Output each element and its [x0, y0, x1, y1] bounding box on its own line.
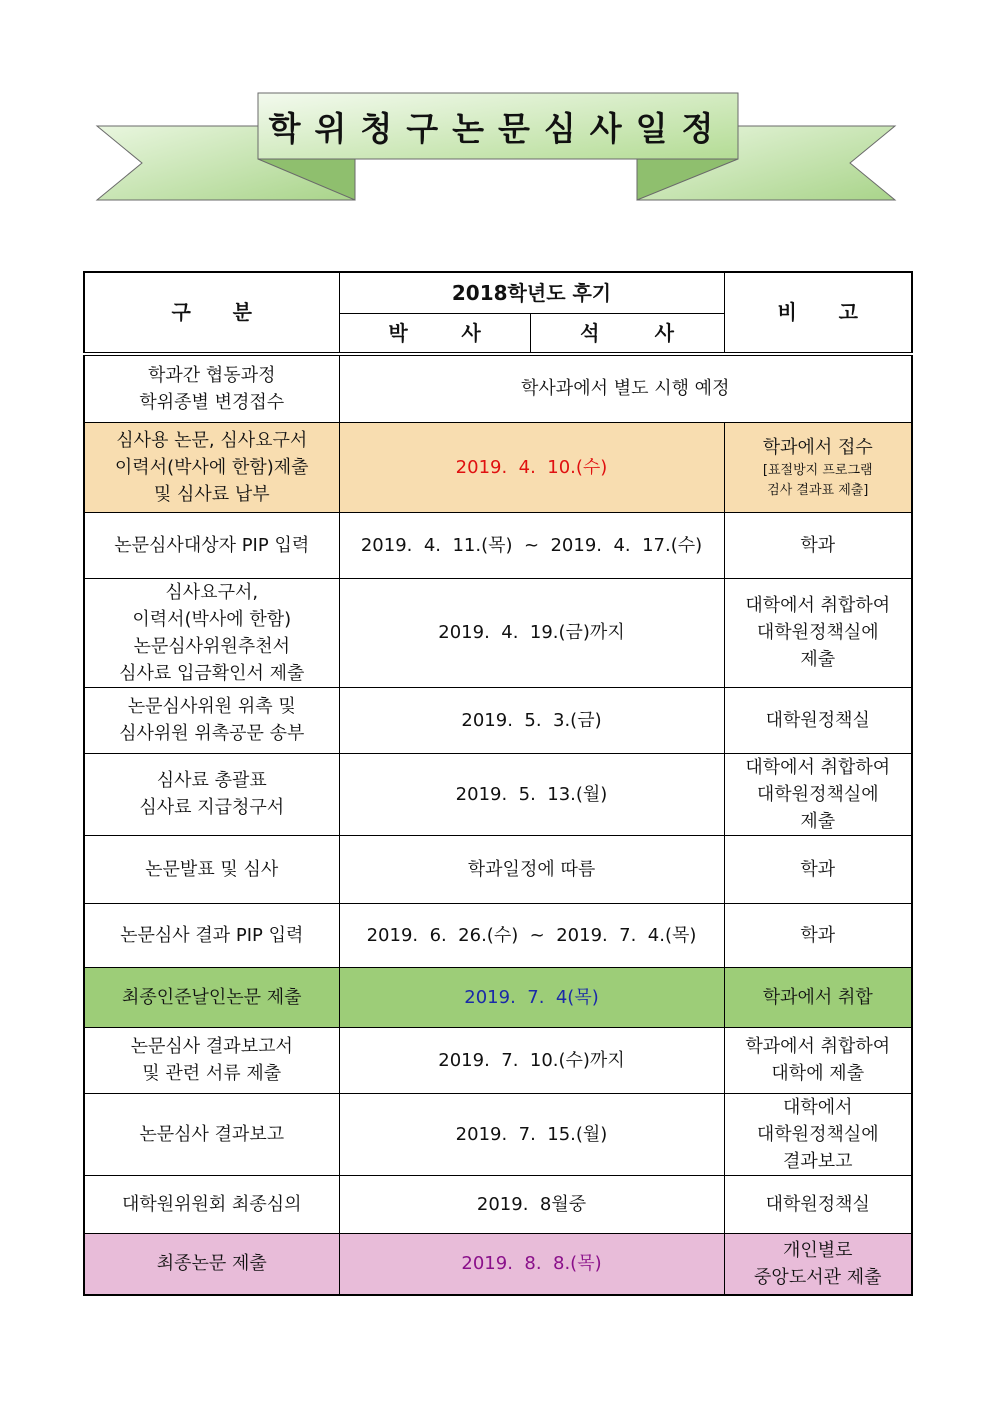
- header-master: 석 사: [530, 314, 724, 355]
- table-row: [84, 835, 912, 903]
- cell-date: [339, 512, 724, 578]
- table-row: [84, 1233, 912, 1295]
- cell-date: 학사과에서 별도 시행 예정: [339, 354, 912, 422]
- cell-date: [339, 687, 724, 753]
- table-row: [84, 512, 912, 578]
- cell-date: [339, 967, 724, 1027]
- header-semester: 2018학년도 후기: [339, 272, 724, 314]
- cell-date: [339, 903, 724, 967]
- cell-item: 심사용 논문, 심사요구서 이력서(박사에 한함)제출 및 심사료 납부: [84, 422, 339, 512]
- cell-remarks: 학과에서 취합하여 대학에 제출: [724, 1027, 912, 1093]
- table-row: [84, 903, 912, 967]
- cell-remarks: 학과에서 취합: [724, 967, 912, 1027]
- remarks-subnote: [표절방지 프로그램 검사 결과표 제출]: [762, 462, 873, 498]
- cell-date: [339, 1027, 724, 1093]
- cell-remarks: 학과에서 접수 [표절방지 프로그램 검사 결과표 제출]: [724, 422, 912, 512]
- cell-date: [339, 1175, 724, 1233]
- date-text: 2019. 7. 15.(월): [455, 1123, 608, 1145]
- page-title: 학위청구논문심사일정: [268, 108, 728, 148]
- cell-remarks: 대학원정책실: [724, 687, 912, 753]
- date-text: 2019. 6. 26.(수) ~ 2019. 7. 4.(목): [366, 924, 697, 946]
- cell-date: [339, 578, 724, 687]
- date-text: 2019. 4. 19.(금)까지: [438, 622, 625, 643]
- table-row: [84, 1175, 912, 1233]
- cell-remarks: 개인별로 중앙도서관 제출: [724, 1233, 912, 1295]
- date-text: 2019. 4. 10.(수): [455, 456, 608, 478]
- table-row: [84, 753, 912, 835]
- cell-remarks: 대학원정책실: [724, 1175, 912, 1233]
- header-doctor: 박 사: [339, 314, 530, 355]
- date-text: 2019. 5. 13.(월): [455, 783, 608, 805]
- date-text: 학과일정에 따름: [467, 858, 596, 880]
- schedule-table: [83, 271, 913, 1296]
- cell-date: [339, 835, 724, 903]
- date-text: 2019. 8. 8.(목): [461, 1253, 602, 1275]
- table-row: [84, 1093, 912, 1175]
- date-text: 2019. 7. 10.(수)까지: [438, 1049, 625, 1071]
- cell-remarks: 학과: [724, 512, 912, 578]
- cell-date: [339, 1233, 724, 1295]
- cell-item: 논문심사 결과 PIP 입력: [84, 903, 339, 967]
- cell-item: 대학원위원회 최종심의: [84, 1175, 339, 1233]
- cell-item: 학과간 협동과정 학위종별 변경접수: [84, 354, 339, 422]
- table-row: [84, 578, 912, 687]
- date-text: 2019. 4. 11.(목) ~ 2019. 4. 17.(수): [360, 534, 703, 556]
- table-row: [84, 422, 912, 512]
- cell-remarks: 학과: [724, 835, 912, 903]
- table-row: [84, 1027, 912, 1093]
- cell-item: 최종인준날인논문 제출: [84, 967, 339, 1027]
- cell-date: [339, 753, 724, 835]
- cell-item: 논문심사 결과보고: [84, 1093, 339, 1175]
- date-text: 2019. 7. 4(목): [464, 986, 599, 1008]
- cell-remarks: 학과: [724, 903, 912, 967]
- cell-remarks: 대학에서 취합하여 대학원정책실에 제출: [724, 753, 912, 835]
- table-row: [84, 354, 912, 422]
- table-row: [84, 967, 912, 1027]
- cell-item: 최종논문 제출: [84, 1233, 339, 1295]
- title-banner: [0, 0, 992, 240]
- table-row: [84, 687, 912, 753]
- cell-date: [339, 422, 724, 512]
- cell-item: 심사료 총괄표 심사료 지급청구서: [84, 753, 339, 835]
- cell-item: 논문심사위원 위촉 및 심사위원 위촉공문 송부: [84, 687, 339, 753]
- cell-item: 논문심사 결과보고서 및 관련 서류 제출: [84, 1027, 339, 1093]
- cell-remarks: 대학에서 취합하여 대학원정책실에 제출: [724, 578, 912, 687]
- cell-item: 심사요구서, 이력서(박사에 한함) 논문심사위원추천서 심사료 입금확인서 제출: [84, 578, 339, 687]
- cell-date: [339, 1093, 724, 1175]
- cell-remarks: 대학에서 대학원정책실에 결과보고: [724, 1093, 912, 1175]
- date-text: 2019. 5. 3.(금): [461, 709, 602, 731]
- cell-item: 논문심사대상자 PIP 입력: [84, 512, 339, 578]
- cell-item: 논문발표 및 심사: [84, 835, 339, 903]
- date-text: 2019. 8월중: [476, 1193, 587, 1215]
- header-remarks: 비 고: [724, 272, 912, 354]
- header-category: 구 분: [84, 272, 339, 354]
